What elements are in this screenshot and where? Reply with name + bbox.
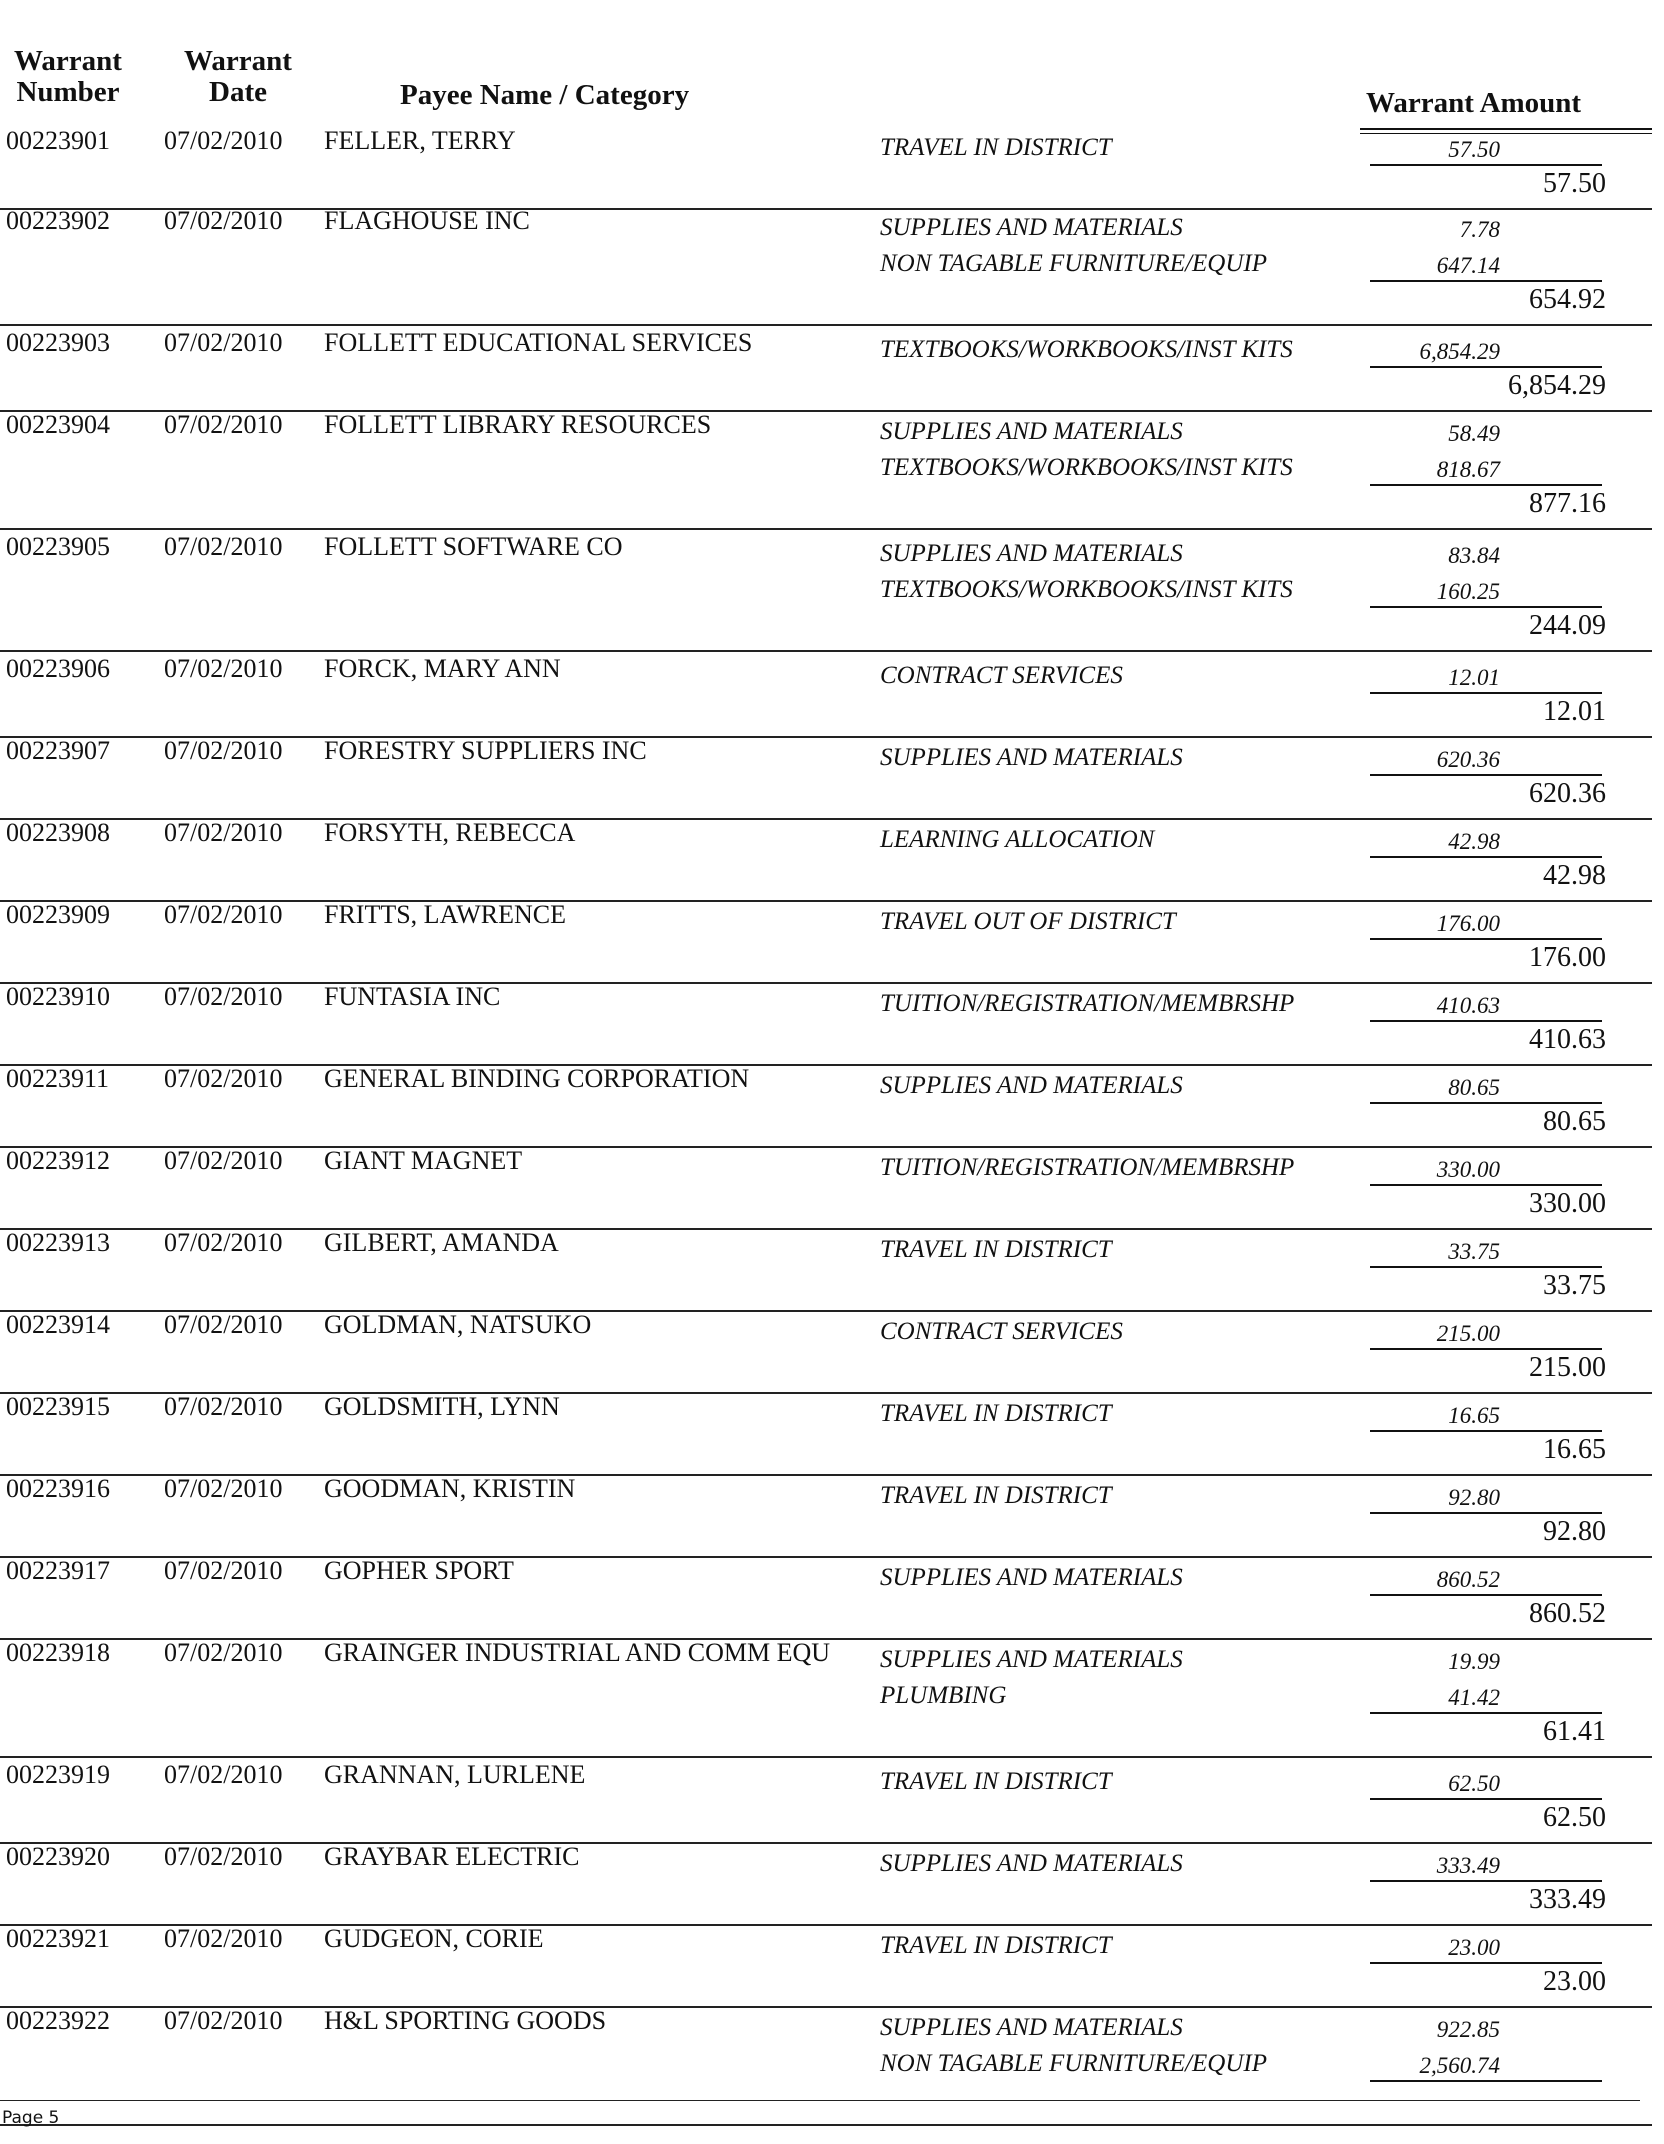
line-amount-list	[1380, 1398, 1500, 1434]
line-amount-list	[1380, 1316, 1500, 1352]
warrant-date: 07/02/2010	[164, 1228, 283, 1257]
category-list	[880, 1642, 1183, 1714]
category-label: TEXTBOOKS/WORKBOOKS/INST KITS	[880, 336, 1293, 363]
category-list	[880, 1764, 1112, 1800]
warrant-number: 00223913	[6, 1228, 110, 1257]
line-amount: 92.80	[1448, 1485, 1500, 1510]
subtotal-rule	[1370, 366, 1602, 368]
warrant-total: 244.09	[1529, 610, 1606, 641]
warrant-total: 215.00	[1529, 1352, 1606, 1383]
line-amount-list	[1380, 1152, 1500, 1188]
line-amount-list	[1380, 988, 1500, 1024]
category-label: SUPPLIES AND MATERIALS	[880, 1850, 1183, 1877]
line-amount-list	[1380, 132, 1500, 168]
subtotal-rule	[1370, 1020, 1602, 1022]
warrant-date: 07/02/2010	[164, 818, 283, 847]
line-amount: 23.00	[1448, 1935, 1500, 1960]
line-amount: 330.00	[1436, 1157, 1500, 1182]
warrant-date: 07/02/2010	[164, 1924, 283, 1953]
page-number: Page 5	[2, 2108, 60, 2128]
row-separator	[0, 1756, 1652, 1758]
category-list	[880, 2010, 1267, 2082]
warrant-number: 00223910	[6, 982, 110, 1011]
warrant-total: 654.92	[1529, 284, 1606, 315]
subtotal-rule	[1370, 938, 1602, 940]
warrant-number: 00223907	[6, 736, 110, 765]
line-amount-list	[1380, 334, 1500, 370]
subtotal-rule	[1370, 1266, 1602, 1268]
category-label: NON TAGABLE FURNITURE/EQUIP	[880, 250, 1268, 277]
warrant-number: 00223901	[6, 126, 110, 155]
row-separator	[0, 2124, 1652, 2126]
payee-name: GILBERT, AMANDA	[324, 1228, 559, 1257]
warrant-date: 07/02/2010	[164, 736, 283, 765]
line-amount: 58.49	[1448, 421, 1500, 446]
category-list	[880, 1314, 1123, 1350]
warrant-number: 00223914	[6, 1310, 110, 1339]
warrant-number: 00223918	[6, 1638, 110, 1667]
category-label: TEXTBOOKS/WORKBOOKS/INST KITS	[880, 576, 1293, 603]
header-payee-category: Payee Name / Category	[400, 79, 690, 111]
warrant-date: 07/02/2010	[164, 206, 283, 235]
subtotal-rule	[1370, 692, 1602, 694]
line-amount-list	[1380, 1644, 1500, 1716]
line-amount: 333.49	[1436, 1853, 1500, 1878]
line-amount: 62.50	[1448, 1771, 1500, 1796]
warrant-date: 07/02/2010	[164, 532, 283, 561]
line-amount-list	[1380, 1234, 1500, 1270]
category-label: SUPPLIES AND MATERIALS	[880, 214, 1183, 241]
category-list	[880, 1068, 1183, 1104]
category-list	[880, 210, 1267, 282]
payee-name: GRAINGER INDUSTRIAL AND COMM EQU	[324, 1638, 831, 1667]
payee-name: FOLLETT LIBRARY RESOURCES	[324, 410, 712, 439]
category-list	[880, 536, 1293, 608]
payee-name: H&L SPORTING GOODS	[324, 2006, 607, 2035]
category-label: TRAVEL IN DISTRICT	[880, 1400, 1112, 1427]
line-amount: 2,560.74	[1419, 2053, 1500, 2078]
warrant-total: 860.52	[1529, 1598, 1606, 1629]
line-amount: 860.52	[1436, 1567, 1500, 1592]
category-list	[880, 332, 1293, 368]
subtotal-rule	[1370, 1348, 1602, 1350]
category-list	[880, 130, 1112, 166]
subtotal-rule	[1370, 606, 1602, 608]
payee-name: FOLLETT SOFTWARE CO	[324, 532, 623, 561]
category-list	[880, 1150, 1294, 1186]
warrant-number: 00223902	[6, 206, 110, 235]
warrant-date: 07/02/2010	[164, 328, 283, 357]
category-label: PLUMBING	[880, 1682, 1007, 1709]
category-list	[880, 1396, 1112, 1432]
category-label: TRAVEL IN DISTRICT	[880, 1932, 1112, 1959]
warrant-date: 07/02/2010	[164, 1638, 283, 1667]
payee-name: FUNTASIA INC	[324, 982, 501, 1011]
line-amount: 160.25	[1436, 579, 1500, 604]
category-label: SUPPLIES AND MATERIALS	[880, 540, 1183, 567]
payee-name: GOLDMAN, NATSUKO	[324, 1310, 592, 1339]
payee-name: FELLER, TERRY	[324, 126, 516, 155]
warrant-number: 00223908	[6, 818, 110, 847]
line-amount: 16.65	[1448, 1403, 1500, 1428]
line-amount-list	[1380, 1070, 1500, 1106]
line-amount: 215.00	[1436, 1321, 1500, 1346]
category-label: TRAVEL IN DISTRICT	[880, 134, 1112, 161]
warrant-date: 07/02/2010	[164, 982, 283, 1011]
warrant-date: 07/02/2010	[164, 654, 283, 683]
line-amount-list	[1380, 538, 1500, 610]
category-label: TUITION/REGISTRATION/MEMBRSHP	[880, 990, 1295, 1017]
category-list	[880, 1232, 1112, 1268]
subtotal-rule	[1370, 1512, 1602, 1514]
category-label: TEXTBOOKS/WORKBOOKS/INST KITS	[880, 454, 1293, 481]
payee-name: GIANT MAGNET	[324, 1146, 523, 1175]
warrant-number: 00223920	[6, 1842, 110, 1871]
line-amount: 83.84	[1448, 543, 1500, 568]
category-label: TUITION/REGISTRATION/MEMBRSHP	[880, 1154, 1295, 1181]
category-list	[880, 904, 1176, 940]
category-label: TRAVEL IN DISTRICT	[880, 1768, 1112, 1795]
line-amount: 7.78	[1459, 217, 1500, 242]
warrant-date: 07/02/2010	[164, 1310, 283, 1339]
subtotal-rule	[1370, 1880, 1602, 1882]
category-label: NON TAGABLE FURNITURE/EQUIP	[880, 2050, 1268, 2077]
payee-name: GOLDSMITH, LYNN	[324, 1392, 560, 1421]
line-amount: 41.42	[1448, 1685, 1500, 1710]
warrant-total: 620.36	[1529, 778, 1606, 809]
line-amount-list	[1380, 416, 1500, 488]
warrant-total: 16.65	[1543, 1434, 1606, 1465]
category-list	[880, 822, 1154, 858]
subtotal-rule	[1370, 1594, 1602, 1596]
payee-name: GUDGEON, CORIE	[324, 1924, 544, 1953]
footer-rule	[0, 2100, 1640, 2101]
warrant-number: 00223909	[6, 900, 110, 929]
subtotal-rule	[1370, 1798, 1602, 1800]
warrant-number: 00223916	[6, 1474, 110, 1503]
line-amount-list	[1380, 1848, 1500, 1884]
category-list	[880, 1478, 1112, 1514]
line-amount: 922.85	[1436, 2017, 1500, 2042]
subtotal-rule	[1370, 1102, 1602, 1104]
payee-name: GOODMAN, KRISTIN	[324, 1474, 576, 1503]
subtotal-rule	[1370, 1430, 1602, 1432]
line-amount: 12.01	[1448, 665, 1500, 690]
warrant-number: 00223904	[6, 410, 110, 439]
warrant-total: 42.98	[1543, 860, 1606, 891]
warrant-date: 07/02/2010	[164, 2006, 283, 2035]
payee-name: GRAYBAR ELECTRIC	[324, 1842, 580, 1871]
line-amount-list	[1380, 824, 1500, 860]
warrant-date: 07/02/2010	[164, 1392, 283, 1421]
header-warrant-amount: Warrant Amount	[1366, 87, 1582, 119]
payee-name: FORSYTH, REBECCA	[324, 818, 576, 847]
line-amount-list	[1380, 1480, 1500, 1516]
category-label: TRAVEL OUT OF DISTRICT	[880, 908, 1176, 935]
payee-name: GENERAL BINDING CORPORATION	[324, 1064, 750, 1093]
warrant-date: 07/02/2010	[164, 900, 283, 929]
payee-name: FRITTS, LAWRENCE	[324, 900, 567, 929]
subtotal-rule	[1370, 856, 1602, 858]
category-label: SUPPLIES AND MATERIALS	[880, 2014, 1183, 2041]
category-label: CONTRACT SERVICES	[880, 1318, 1123, 1345]
warrant-number: 00223922	[6, 2006, 110, 2035]
warrant-total: 23.00	[1543, 1966, 1606, 1997]
warrant-total: 877.16	[1529, 488, 1606, 519]
warrant-date: 07/02/2010	[164, 126, 283, 155]
row-separator	[0, 650, 1652, 652]
line-amount: 80.65	[1448, 1075, 1500, 1100]
line-amount: 19.99	[1448, 1649, 1500, 1674]
category-list	[880, 414, 1293, 486]
line-amount-list	[1380, 1766, 1500, 1802]
warrant-total: 62.50	[1543, 1802, 1606, 1833]
line-amount-list	[1380, 1562, 1500, 1598]
category-label: SUPPLIES AND MATERIALS	[880, 744, 1183, 771]
warrant-total: 61.41	[1543, 1716, 1606, 1747]
warrant-date: 07/02/2010	[164, 410, 283, 439]
category-list	[880, 740, 1183, 776]
payee-name: GRANNAN, LURLENE	[324, 1760, 586, 1789]
line-amount: 33.75	[1448, 1239, 1500, 1264]
warrant-number: 00223921	[6, 1924, 110, 1953]
category-label: TRAVEL IN DISTRICT	[880, 1236, 1112, 1263]
warrant-date: 07/02/2010	[164, 1760, 283, 1789]
warrant-total: 330.00	[1529, 1188, 1606, 1219]
line-amount: 57.50	[1448, 137, 1500, 162]
warrant-number: 00223906	[6, 654, 110, 683]
warrant-total: 176.00	[1529, 942, 1606, 973]
subtotal-rule	[1370, 774, 1602, 776]
row-separator	[0, 324, 1652, 326]
warrant-date: 07/02/2010	[164, 1474, 283, 1503]
line-amount: 176.00	[1436, 911, 1500, 936]
warrant-number: 00223919	[6, 1760, 110, 1789]
category-list	[880, 1846, 1183, 1882]
line-amount: 410.63	[1436, 993, 1500, 1018]
line-amount-list	[1380, 2012, 1500, 2084]
warrant-number: 00223905	[6, 532, 110, 561]
warrant-number: 00223912	[6, 1146, 110, 1175]
warrant-total: 57.50	[1543, 168, 1606, 199]
subtotal-rule	[1370, 1184, 1602, 1186]
header-warrant-number: Warrant Number	[14, 45, 122, 108]
category-list	[880, 658, 1123, 694]
line-amount-list	[1380, 660, 1500, 696]
category-label: CONTRACT SERVICES	[880, 662, 1123, 689]
line-amount-list	[1380, 1930, 1500, 1966]
warrant-total: 12.01	[1543, 696, 1606, 727]
line-amount-list	[1380, 212, 1500, 284]
category-list	[880, 1560, 1183, 1596]
line-amount: 818.67	[1436, 457, 1500, 482]
line-amount: 647.14	[1436, 253, 1500, 278]
warrant-total: 410.63	[1529, 1024, 1606, 1055]
header-rule	[1360, 128, 1652, 130]
row-separator	[0, 528, 1652, 530]
subtotal-rule	[1370, 164, 1602, 166]
warrant-date: 07/02/2010	[164, 1146, 283, 1175]
subtotal-rule	[1370, 280, 1602, 282]
line-amount-list	[1380, 906, 1500, 942]
payee-name: FORESTRY SUPPLIERS INC	[324, 736, 647, 765]
warrant-date: 07/02/2010	[164, 1556, 283, 1585]
line-amount: 620.36	[1436, 747, 1500, 772]
warrant-number: 00223917	[6, 1556, 110, 1585]
category-list	[880, 1928, 1112, 1964]
warrant-date: 07/02/2010	[164, 1064, 283, 1093]
line-amount: 6,854.29	[1419, 339, 1500, 364]
warrant-number: 00223911	[6, 1064, 110, 1093]
warrant-total: 333.49	[1529, 1884, 1606, 1915]
payee-name: FOLLETT EDUCATIONAL SERVICES	[324, 328, 753, 357]
category-list	[880, 986, 1294, 1022]
warrant-total: 80.65	[1543, 1106, 1606, 1137]
category-label: TRAVEL IN DISTRICT	[880, 1482, 1112, 1509]
warrant-date: 07/02/2010	[164, 1842, 283, 1871]
warrant-total: 6,854.29	[1508, 370, 1606, 401]
line-amount-list	[1380, 742, 1500, 778]
warrant-number: 00223915	[6, 1392, 110, 1421]
category-label: LEARNING ALLOCATION	[880, 826, 1155, 853]
subtotal-rule	[1370, 484, 1602, 486]
payee-name: FLAGHOUSE INC	[324, 206, 530, 235]
warrant-number: 00223903	[6, 328, 110, 357]
warrant-total: 33.75	[1543, 1270, 1606, 1301]
category-label: SUPPLIES AND MATERIALS	[880, 1072, 1183, 1099]
header-warrant-date: Warrant Date	[184, 45, 292, 108]
category-label: SUPPLIES AND MATERIALS	[880, 418, 1183, 445]
subtotal-rule	[1370, 1962, 1602, 1964]
category-label: SUPPLIES AND MATERIALS	[880, 1564, 1183, 1591]
subtotal-rule	[1370, 1712, 1602, 1714]
category-label: SUPPLIES AND MATERIALS	[880, 1646, 1183, 1673]
subtotal-rule	[1370, 2080, 1602, 2082]
warrant-total: 92.80	[1543, 1516, 1606, 1547]
payee-name: GOPHER SPORT	[324, 1556, 514, 1585]
payee-name: FORCK, MARY ANN	[324, 654, 561, 683]
line-amount: 42.98	[1448, 829, 1500, 854]
